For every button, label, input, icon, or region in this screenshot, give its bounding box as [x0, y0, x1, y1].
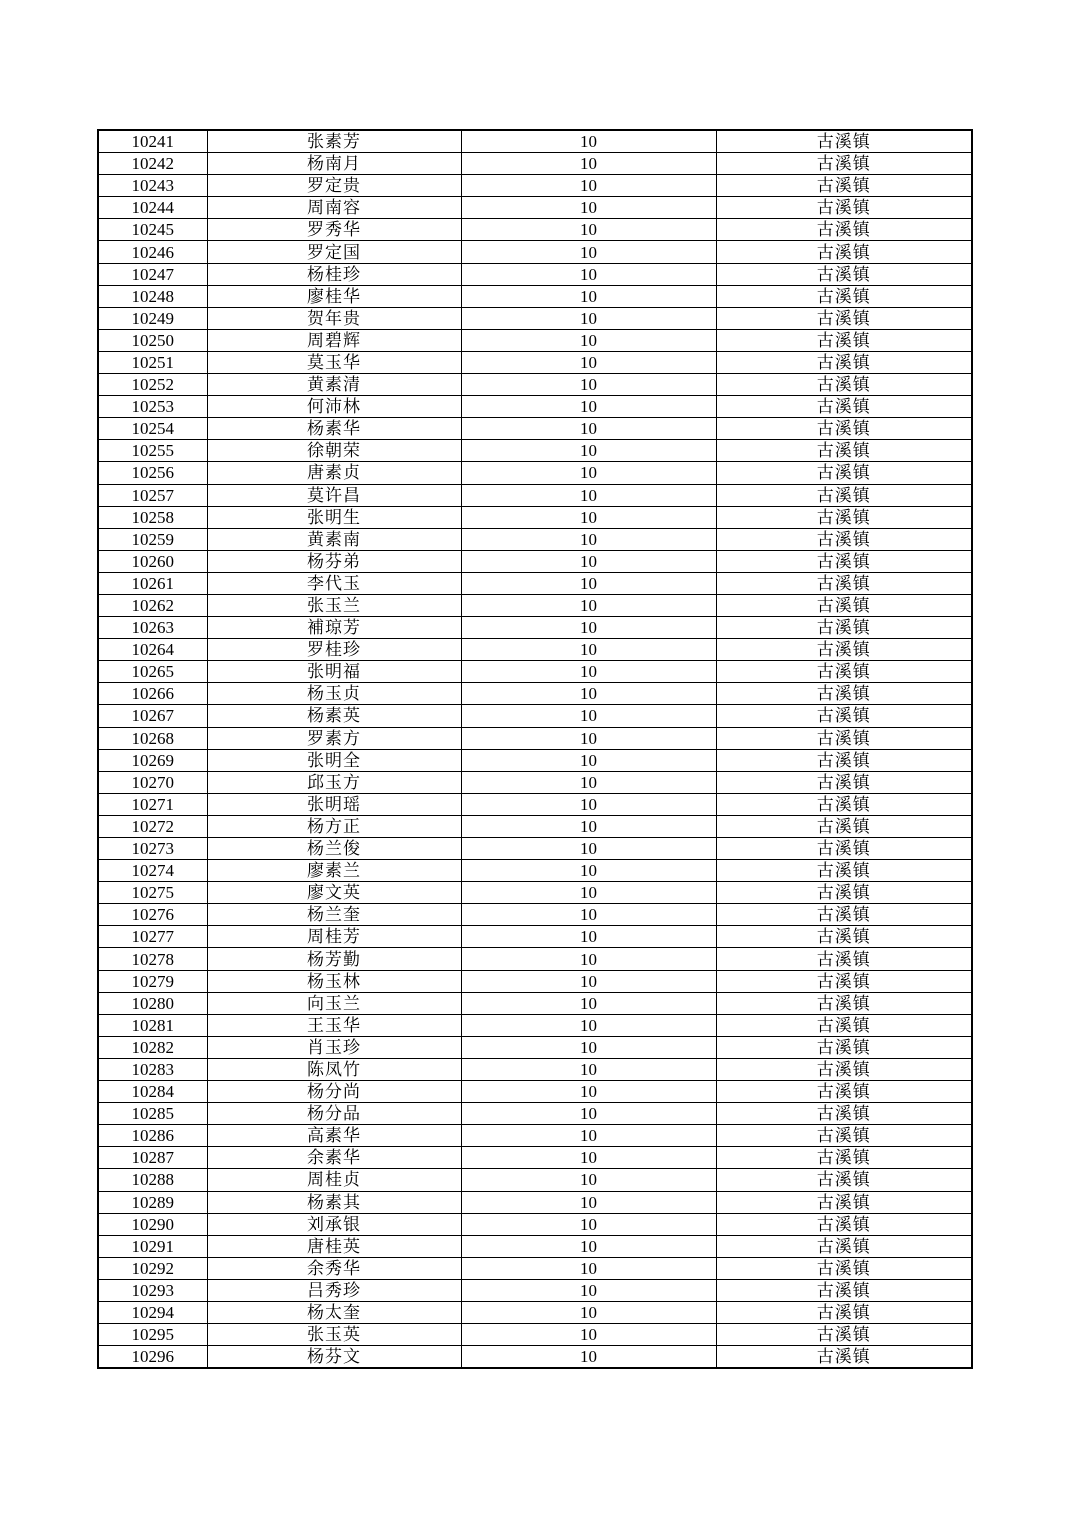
table-row	[98, 572, 972, 594]
row-number-cell: 10288	[98, 1169, 207, 1191]
name-cell: 黄素南	[207, 528, 461, 550]
data-table	[97, 129, 973, 1369]
amount-cell: 10	[461, 528, 716, 550]
name-cell: 杨素华	[207, 418, 461, 440]
name-cell: 補琼芳	[207, 617, 461, 639]
town-cell: 古溪镇	[716, 572, 972, 594]
row-number-cell: 10284	[98, 1081, 207, 1103]
town-cell: 古溪镇	[716, 749, 972, 771]
row-number-cell: 10263	[98, 617, 207, 639]
row-number-cell: 10247	[98, 263, 207, 285]
row-number-cell: 10292	[98, 1257, 207, 1279]
table-row	[98, 263, 972, 285]
name-cell: 杨分尚	[207, 1081, 461, 1103]
amount-cell: 10	[461, 440, 716, 462]
name-cell: 罗定国	[207, 241, 461, 263]
name-cell: 唐桂英	[207, 1235, 461, 1257]
amount-cell: 10	[461, 1103, 716, 1125]
amount-cell: 10	[461, 970, 716, 992]
table-row	[98, 617, 972, 639]
row-number-cell: 10244	[98, 197, 207, 219]
table-row	[98, 948, 972, 970]
town-cell: 古溪镇	[716, 661, 972, 683]
table-row	[98, 683, 972, 705]
name-cell: 莫玉华	[207, 351, 461, 373]
table-row	[98, 1257, 972, 1279]
amount-cell: 10	[461, 285, 716, 307]
table-row	[98, 241, 972, 263]
table-row	[98, 329, 972, 351]
amount-cell: 10	[461, 1147, 716, 1169]
name-cell: 唐素贞	[207, 462, 461, 484]
amount-cell: 10	[461, 1257, 716, 1279]
name-cell: 何沛林	[207, 396, 461, 418]
name-cell: 杨兰奎	[207, 904, 461, 926]
table-row	[98, 970, 972, 992]
table-row	[98, 396, 972, 418]
town-cell: 古溪镇	[716, 926, 972, 948]
row-number-cell: 10243	[98, 175, 207, 197]
amount-cell: 10	[461, 1125, 716, 1147]
town-cell: 古溪镇	[716, 1235, 972, 1257]
row-number-cell: 10296	[98, 1346, 207, 1369]
name-cell: 周碧辉	[207, 329, 461, 351]
table-row	[98, 528, 972, 550]
name-cell: 余素华	[207, 1147, 461, 1169]
amount-cell: 10	[461, 1213, 716, 1235]
amount-cell: 10	[461, 1324, 716, 1346]
row-number-cell: 10266	[98, 683, 207, 705]
amount-cell: 10	[461, 1014, 716, 1036]
name-cell: 邱玉方	[207, 771, 461, 793]
amount-cell: 10	[461, 838, 716, 860]
table-row	[98, 1191, 972, 1213]
town-cell: 古溪镇	[716, 1213, 972, 1235]
row-number-cell: 10262	[98, 594, 207, 616]
table-row	[98, 1014, 972, 1036]
town-cell: 古溪镇	[716, 484, 972, 506]
table-row	[98, 1058, 972, 1080]
amount-cell: 10	[461, 882, 716, 904]
name-cell: 张玉兰	[207, 594, 461, 616]
town-cell: 古溪镇	[716, 1324, 972, 1346]
town-cell: 古溪镇	[716, 639, 972, 661]
town-cell: 古溪镇	[716, 948, 972, 970]
town-cell: 古溪镇	[716, 1279, 972, 1301]
town-cell: 古溪镇	[716, 285, 972, 307]
town-cell: 古溪镇	[716, 329, 972, 351]
amount-cell: 10	[461, 749, 716, 771]
table-row	[98, 484, 972, 506]
town-cell: 古溪镇	[716, 396, 972, 418]
table-row	[98, 175, 972, 197]
table-row	[98, 1081, 972, 1103]
name-cell: 杨南月	[207, 153, 461, 175]
row-number-cell: 10258	[98, 506, 207, 528]
row-number-cell: 10283	[98, 1058, 207, 1080]
amount-cell: 10	[461, 1191, 716, 1213]
amount-cell: 10	[461, 130, 716, 153]
name-cell: 杨兰俊	[207, 838, 461, 860]
table-row	[98, 1169, 972, 1191]
row-number-cell: 10274	[98, 860, 207, 882]
amount-cell: 10	[461, 926, 716, 948]
table-row	[98, 374, 972, 396]
amount-cell: 10	[461, 683, 716, 705]
town-cell: 古溪镇	[716, 1036, 972, 1058]
town-cell: 古溪镇	[716, 263, 972, 285]
row-number-cell: 10275	[98, 882, 207, 904]
name-cell: 张玉英	[207, 1324, 461, 1346]
town-cell: 古溪镇	[716, 374, 972, 396]
town-cell: 古溪镇	[716, 1014, 972, 1036]
name-cell: 周桂贞	[207, 1169, 461, 1191]
amount-cell: 10	[461, 175, 716, 197]
row-number-cell: 10294	[98, 1301, 207, 1323]
town-cell: 古溪镇	[716, 705, 972, 727]
table-row	[98, 1279, 972, 1301]
row-number-cell: 10281	[98, 1014, 207, 1036]
row-number-cell: 10271	[98, 793, 207, 815]
amount-cell: 10	[461, 948, 716, 970]
amount-cell: 10	[461, 661, 716, 683]
table-row	[98, 307, 972, 329]
name-cell: 徐朝荣	[207, 440, 461, 462]
town-cell: 古溪镇	[716, 1125, 972, 1147]
row-number-cell: 10255	[98, 440, 207, 462]
row-number-cell: 10290	[98, 1213, 207, 1235]
name-cell: 杨玉林	[207, 970, 461, 992]
town-cell: 古溪镇	[716, 528, 972, 550]
town-cell: 古溪镇	[716, 153, 972, 175]
amount-cell: 10	[461, 1235, 716, 1257]
amount-cell: 10	[461, 992, 716, 1014]
row-number-cell: 10264	[98, 639, 207, 661]
table-row	[98, 506, 972, 528]
table-row	[98, 1324, 972, 1346]
row-number-cell: 10291	[98, 1235, 207, 1257]
row-number-cell: 10289	[98, 1191, 207, 1213]
town-cell: 古溪镇	[716, 1301, 972, 1323]
town-cell: 古溪镇	[716, 1147, 972, 1169]
town-cell: 古溪镇	[716, 351, 972, 373]
amount-cell: 10	[461, 241, 716, 263]
amount-cell: 10	[461, 506, 716, 528]
name-cell: 廖素兰	[207, 860, 461, 882]
row-number-cell: 10242	[98, 153, 207, 175]
name-cell: 周南容	[207, 197, 461, 219]
row-number-cell: 10285	[98, 1103, 207, 1125]
row-number-cell: 10256	[98, 462, 207, 484]
table-row	[98, 418, 972, 440]
town-cell: 古溪镇	[716, 1169, 972, 1191]
table-row	[98, 926, 972, 948]
name-cell: 罗定贵	[207, 175, 461, 197]
table-row	[98, 661, 972, 683]
table-row	[98, 1036, 972, 1058]
town-cell: 古溪镇	[716, 197, 972, 219]
amount-cell: 10	[461, 219, 716, 241]
row-number-cell: 10265	[98, 661, 207, 683]
town-cell: 古溪镇	[716, 771, 972, 793]
table-row	[98, 1125, 972, 1147]
town-cell: 古溪镇	[716, 1191, 972, 1213]
name-cell: 张明生	[207, 506, 461, 528]
amount-cell: 10	[461, 462, 716, 484]
name-cell: 杨芬文	[207, 1346, 461, 1369]
name-cell: 罗秀华	[207, 219, 461, 241]
table-row	[98, 639, 972, 661]
table-row	[98, 1213, 972, 1235]
table-row	[98, 992, 972, 1014]
town-cell: 古溪镇	[716, 506, 972, 528]
amount-cell: 10	[461, 263, 716, 285]
name-cell: 罗桂珍	[207, 639, 461, 661]
row-number-cell: 10270	[98, 771, 207, 793]
table-row	[98, 197, 972, 219]
amount-cell: 10	[461, 351, 716, 373]
table-row	[98, 285, 972, 307]
table-row	[98, 771, 972, 793]
town-cell: 古溪镇	[716, 727, 972, 749]
name-cell: 杨玉贞	[207, 683, 461, 705]
town-cell: 古溪镇	[716, 307, 972, 329]
amount-cell: 10	[461, 572, 716, 594]
town-cell: 古溪镇	[716, 815, 972, 837]
row-number-cell: 10261	[98, 572, 207, 594]
table-row	[98, 462, 972, 484]
amount-cell: 10	[461, 484, 716, 506]
row-number-cell: 10272	[98, 815, 207, 837]
table-row	[98, 351, 972, 373]
row-number-cell: 10293	[98, 1279, 207, 1301]
row-number-cell: 10276	[98, 904, 207, 926]
table-body	[98, 130, 972, 1368]
table-row	[98, 219, 972, 241]
amount-cell: 10	[461, 1058, 716, 1080]
name-cell: 杨芬弟	[207, 550, 461, 572]
amount-cell: 10	[461, 594, 716, 616]
amount-cell: 10	[461, 153, 716, 175]
name-cell: 贺年贵	[207, 307, 461, 329]
table-row	[98, 1235, 972, 1257]
table-row	[98, 130, 972, 153]
table-row	[98, 860, 972, 882]
row-number-cell: 10252	[98, 374, 207, 396]
row-number-cell: 10278	[98, 948, 207, 970]
row-number-cell: 10280	[98, 992, 207, 1014]
town-cell: 古溪镇	[716, 970, 972, 992]
amount-cell: 10	[461, 1346, 716, 1369]
table-row	[98, 1103, 972, 1125]
amount-cell: 10	[461, 1036, 716, 1058]
name-cell: 杨分品	[207, 1103, 461, 1125]
name-cell: 黄素清	[207, 374, 461, 396]
row-number-cell: 10282	[98, 1036, 207, 1058]
town-cell: 古溪镇	[716, 175, 972, 197]
town-cell: 古溪镇	[716, 130, 972, 153]
amount-cell: 10	[461, 550, 716, 572]
name-cell: 罗素方	[207, 727, 461, 749]
town-cell: 古溪镇	[716, 904, 972, 926]
row-number-cell: 10295	[98, 1324, 207, 1346]
row-number-cell: 10259	[98, 528, 207, 550]
table-row	[98, 838, 972, 860]
row-number-cell: 10249	[98, 307, 207, 329]
row-number-cell: 10269	[98, 749, 207, 771]
name-cell: 高素华	[207, 1125, 461, 1147]
name-cell: 李代玉	[207, 572, 461, 594]
town-cell: 古溪镇	[716, 617, 972, 639]
name-cell: 肖玉珍	[207, 1036, 461, 1058]
amount-cell: 10	[461, 307, 716, 329]
amount-cell: 10	[461, 727, 716, 749]
name-cell: 周桂芳	[207, 926, 461, 948]
row-number-cell: 10273	[98, 838, 207, 860]
town-cell: 古溪镇	[716, 1058, 972, 1080]
name-cell: 张明瑶	[207, 793, 461, 815]
amount-cell: 10	[461, 860, 716, 882]
name-cell: 杨太奎	[207, 1301, 461, 1323]
town-cell: 古溪镇	[716, 1257, 972, 1279]
name-cell: 杨桂珍	[207, 263, 461, 285]
town-cell: 古溪镇	[716, 219, 972, 241]
amount-cell: 10	[461, 1279, 716, 1301]
name-cell: 杨素英	[207, 705, 461, 727]
row-number-cell: 10277	[98, 926, 207, 948]
amount-cell: 10	[461, 705, 716, 727]
name-cell: 王玉华	[207, 1014, 461, 1036]
amount-cell: 10	[461, 1169, 716, 1191]
town-cell: 古溪镇	[716, 594, 972, 616]
row-number-cell: 10260	[98, 550, 207, 572]
table-row	[98, 749, 972, 771]
name-cell: 向玉兰	[207, 992, 461, 1014]
name-cell: 廖文英	[207, 882, 461, 904]
town-cell: 古溪镇	[716, 418, 972, 440]
name-cell: 陈凤竹	[207, 1058, 461, 1080]
amount-cell: 10	[461, 418, 716, 440]
town-cell: 古溪镇	[716, 462, 972, 484]
name-cell: 廖桂华	[207, 285, 461, 307]
town-cell: 古溪镇	[716, 992, 972, 1014]
amount-cell: 10	[461, 904, 716, 926]
name-cell: 杨素其	[207, 1191, 461, 1213]
table-row	[98, 904, 972, 926]
amount-cell: 10	[461, 396, 716, 418]
row-number-cell: 10254	[98, 418, 207, 440]
town-cell: 古溪镇	[716, 838, 972, 860]
amount-cell: 10	[461, 329, 716, 351]
row-number-cell: 10245	[98, 219, 207, 241]
row-number-cell: 10279	[98, 970, 207, 992]
table-row	[98, 815, 972, 837]
name-cell: 莫许昌	[207, 484, 461, 506]
amount-cell: 10	[461, 639, 716, 661]
amount-cell: 10	[461, 197, 716, 219]
amount-cell: 10	[461, 793, 716, 815]
amount-cell: 10	[461, 1301, 716, 1323]
amount-cell: 10	[461, 815, 716, 837]
name-cell: 张明福	[207, 661, 461, 683]
amount-cell: 10	[461, 771, 716, 793]
table-row	[98, 1346, 972, 1369]
town-cell: 古溪镇	[716, 793, 972, 815]
row-number-cell: 10251	[98, 351, 207, 373]
town-cell: 古溪镇	[716, 860, 972, 882]
table-row	[98, 594, 972, 616]
town-cell: 古溪镇	[716, 683, 972, 705]
row-number-cell: 10257	[98, 484, 207, 506]
table-row	[98, 793, 972, 815]
name-cell: 刘承银	[207, 1213, 461, 1235]
town-cell: 古溪镇	[716, 1103, 972, 1125]
table-row	[98, 550, 972, 572]
row-number-cell: 10267	[98, 705, 207, 727]
town-cell: 古溪镇	[716, 1346, 972, 1369]
row-number-cell: 10287	[98, 1147, 207, 1169]
row-number-cell: 10286	[98, 1125, 207, 1147]
table-row	[98, 153, 972, 175]
table-row	[98, 1147, 972, 1169]
town-cell: 古溪镇	[716, 882, 972, 904]
row-number-cell: 10246	[98, 241, 207, 263]
row-number-cell: 10253	[98, 396, 207, 418]
table-row	[98, 727, 972, 749]
table-row	[98, 1301, 972, 1323]
name-cell: 张明全	[207, 749, 461, 771]
town-cell: 古溪镇	[716, 440, 972, 462]
town-cell: 古溪镇	[716, 241, 972, 263]
name-cell: 张素芳	[207, 130, 461, 153]
name-cell: 余秀华	[207, 1257, 461, 1279]
row-number-cell: 10268	[98, 727, 207, 749]
name-cell: 吕秀珍	[207, 1279, 461, 1301]
amount-cell: 10	[461, 1081, 716, 1103]
town-cell: 古溪镇	[716, 1081, 972, 1103]
row-number-cell: 10248	[98, 285, 207, 307]
amount-cell: 10	[461, 374, 716, 396]
table-row	[98, 705, 972, 727]
name-cell: 杨芳勤	[207, 948, 461, 970]
name-cell: 杨方正	[207, 815, 461, 837]
town-cell: 古溪镇	[716, 550, 972, 572]
row-number-cell: 10241	[98, 130, 207, 153]
table-row	[98, 882, 972, 904]
table-row	[98, 440, 972, 462]
amount-cell: 10	[461, 617, 716, 639]
row-number-cell: 10250	[98, 329, 207, 351]
